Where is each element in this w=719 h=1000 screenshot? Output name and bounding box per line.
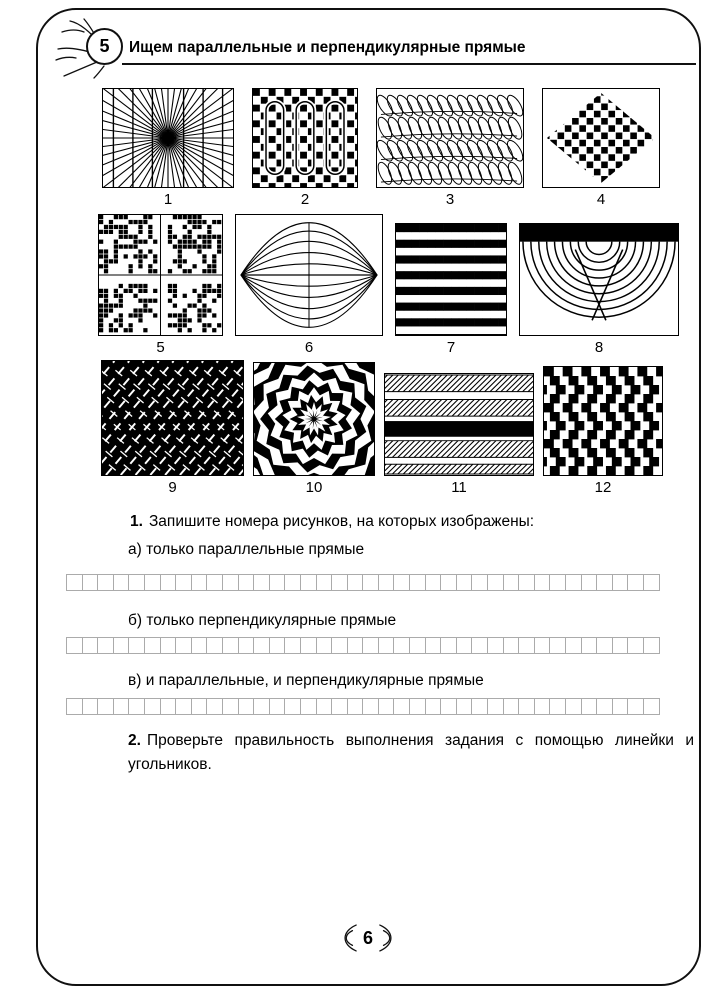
answer-cell <box>378 637 395 654</box>
figure-12 <box>543 366 663 496</box>
diagonal-checkerboard-pattern <box>395 223 507 336</box>
answer-cell <box>425 574 442 591</box>
answer-cell <box>284 637 301 654</box>
checkered-diamond-pattern <box>542 88 660 188</box>
answer-cell <box>503 698 520 715</box>
answer-cell <box>269 698 286 715</box>
dashed-diagonals-pattern <box>101 360 244 476</box>
answer-cell <box>393 698 410 715</box>
answer-cell <box>549 637 566 654</box>
nested-arcs-pattern <box>519 223 679 336</box>
answer-cell <box>144 637 161 654</box>
figure-1 <box>102 88 234 208</box>
answer-cell <box>160 698 177 715</box>
answer-cell <box>175 574 192 591</box>
figure-6 <box>235 214 383 356</box>
answer-strip-v[interactable] <box>66 698 660 715</box>
answer-cell <box>378 698 395 715</box>
figure-2 <box>252 88 358 208</box>
answer-cell <box>144 574 161 591</box>
answer-cell <box>206 637 223 654</box>
answer-cell <box>425 698 442 715</box>
answer-cell <box>269 574 286 591</box>
answer-cell <box>565 574 582 591</box>
page-title: Ищем параллельные и перпендикулярные прямые <box>129 39 526 56</box>
answer-cell <box>565 637 582 654</box>
figure-number: 1 <box>163 191 173 208</box>
figure-row-1 <box>102 88 660 208</box>
answer-cell <box>331 637 348 654</box>
page-number-ornament <box>330 922 406 954</box>
pixel-noise-pattern <box>98 214 223 336</box>
answer-cell <box>222 637 239 654</box>
task2-body: Проверьте правильность выполнения задания с помощью линейки и угольников. <box>128 732 694 774</box>
figure-5 <box>98 214 223 356</box>
figure-9 <box>101 360 244 496</box>
answer-cell <box>409 574 426 591</box>
figure-row-3 <box>101 360 663 496</box>
figure-number: 6 <box>304 339 314 356</box>
answer-cell <box>206 698 223 715</box>
answer-cell <box>471 698 488 715</box>
answer-cell <box>347 637 364 654</box>
answer-cell <box>238 574 255 591</box>
answer-cell <box>238 637 255 654</box>
answer-cell <box>643 698 660 715</box>
figure-number: 3 <box>445 191 455 208</box>
answer-cell <box>440 637 457 654</box>
answer-cell <box>643 637 660 654</box>
task1-item-a: а) только параллельные прямые <box>128 541 365 558</box>
figure-number: 9 <box>168 479 177 496</box>
task1-item-b: б) только перпендикулярные прямые <box>128 612 397 629</box>
answer-cell <box>362 574 379 591</box>
answer-cell <box>393 574 410 591</box>
answer-cell <box>66 637 83 654</box>
answer-cell <box>378 574 395 591</box>
answer-cell <box>596 698 613 715</box>
answer-cell <box>300 698 317 715</box>
answer-cell <box>643 574 660 591</box>
answer-cell <box>175 698 192 715</box>
answer-cell <box>456 637 473 654</box>
answer-cell <box>440 574 457 591</box>
zigzag-burst-pattern <box>253 362 375 476</box>
radiating-lines-pattern <box>102 88 234 188</box>
figure-number: 11 <box>451 479 467 496</box>
figure-7 <box>395 223 507 356</box>
answer-cell <box>581 698 598 715</box>
task1-number: 1. <box>130 513 143 530</box>
answer-cell <box>425 637 442 654</box>
answer-cell <box>191 637 208 654</box>
answer-cell <box>440 698 457 715</box>
figure-10 <box>253 362 375 496</box>
answer-cell <box>612 698 629 715</box>
answer-cell <box>316 574 333 591</box>
answer-cell <box>160 637 177 654</box>
answer-cell <box>113 698 130 715</box>
figure-number: 7 <box>446 339 456 356</box>
answer-cell <box>534 698 551 715</box>
answer-cell <box>518 698 535 715</box>
answer-cell <box>471 574 488 591</box>
answer-cell <box>596 574 613 591</box>
figure-number: 4 <box>596 191 606 208</box>
answer-cell <box>284 698 301 715</box>
figure-number: 8 <box>594 339 604 356</box>
lesson-number: 5 <box>99 36 110 56</box>
answer-cell <box>253 574 270 591</box>
answer-cell <box>316 698 333 715</box>
figure-4 <box>542 88 660 208</box>
answer-cell <box>269 637 286 654</box>
figure-number: 12 <box>594 479 612 496</box>
answer-cell <box>347 698 364 715</box>
answer-cell <box>487 698 504 715</box>
answer-cell <box>456 574 473 591</box>
answer-cell <box>549 698 566 715</box>
answer-cell <box>612 637 629 654</box>
answer-cell <box>503 637 520 654</box>
answer-cell <box>534 574 551 591</box>
figure-11 <box>384 373 534 496</box>
answer-cell <box>409 698 426 715</box>
answer-strip-a[interactable] <box>66 574 660 591</box>
answer-cell <box>565 698 582 715</box>
task2-text <box>128 729 694 777</box>
checkered-ovals-pattern <box>252 88 358 188</box>
left-flourish-icon <box>334 922 358 954</box>
answer-cell <box>128 698 145 715</box>
page-number: 6 <box>362 927 374 948</box>
answer-cell <box>253 698 270 715</box>
answer-cell <box>300 574 317 591</box>
answer-cell <box>160 574 177 591</box>
answer-cell <box>534 637 551 654</box>
curved-lens-pattern <box>235 214 383 336</box>
title-rule <box>122 63 696 65</box>
answer-cell <box>82 574 99 591</box>
answer-cell <box>362 698 379 715</box>
answer-cell <box>487 637 504 654</box>
answer-cell <box>518 637 535 654</box>
answer-cell <box>66 574 83 591</box>
answer-cell <box>191 698 208 715</box>
figure-3 <box>376 88 524 208</box>
answer-cell <box>238 698 255 715</box>
figure-number: 10 <box>305 479 323 496</box>
answer-cell <box>627 574 644 591</box>
task1-text: Запишите номера рисунков, на которых изображены: <box>148 513 535 530</box>
answer-cell <box>409 637 426 654</box>
answer-cell <box>97 574 114 591</box>
answer-cell <box>97 698 114 715</box>
right-flourish-icon <box>378 922 402 954</box>
answer-cell <box>300 637 317 654</box>
answer-cell <box>518 574 535 591</box>
answer-cell <box>82 698 99 715</box>
answer-cell <box>393 637 410 654</box>
answer-cell <box>627 637 644 654</box>
answer-cell <box>175 637 192 654</box>
answer-cell <box>471 637 488 654</box>
answer-cell <box>128 637 145 654</box>
vertical-zigzag-pattern <box>543 366 663 476</box>
answer-cell <box>596 637 613 654</box>
answer-cell <box>503 574 520 591</box>
figure-number: 5 <box>156 339 165 356</box>
figure-8 <box>519 223 679 356</box>
answer-cell <box>581 574 598 591</box>
answer-cell <box>612 574 629 591</box>
task1-item-v: в) и параллельные, и перпендикулярные прямые <box>128 672 484 689</box>
answer-cell <box>253 637 270 654</box>
answer-cell <box>627 698 644 715</box>
answer-cell <box>347 574 364 591</box>
answer-cell <box>113 637 130 654</box>
answer-cell <box>487 574 504 591</box>
answer-cell <box>222 698 239 715</box>
figure-number: 2 <box>300 191 310 208</box>
task1-heading <box>130 513 534 531</box>
answer-cell <box>362 637 379 654</box>
task2-number: 2. <box>128 732 141 749</box>
answer-strip-b[interactable] <box>66 637 660 654</box>
lesson-number-badge <box>86 28 123 65</box>
answer-cell <box>284 574 301 591</box>
answer-cell <box>331 698 348 715</box>
loop-scribbles-pattern <box>376 88 524 188</box>
answer-cell <box>191 574 208 591</box>
answer-cell <box>206 574 223 591</box>
answer-cell <box>456 698 473 715</box>
hatched-stripes-pattern <box>384 373 534 476</box>
answer-cell <box>97 637 114 654</box>
figure-row-2 <box>98 214 679 356</box>
answer-cell <box>82 637 99 654</box>
answer-cell <box>128 574 145 591</box>
answer-cell <box>581 637 598 654</box>
answer-cell <box>549 574 566 591</box>
answer-cell <box>66 698 83 715</box>
answer-cell <box>144 698 161 715</box>
answer-cell <box>222 574 239 591</box>
answer-cell <box>113 574 130 591</box>
answer-cell <box>316 637 333 654</box>
answer-cell <box>331 574 348 591</box>
